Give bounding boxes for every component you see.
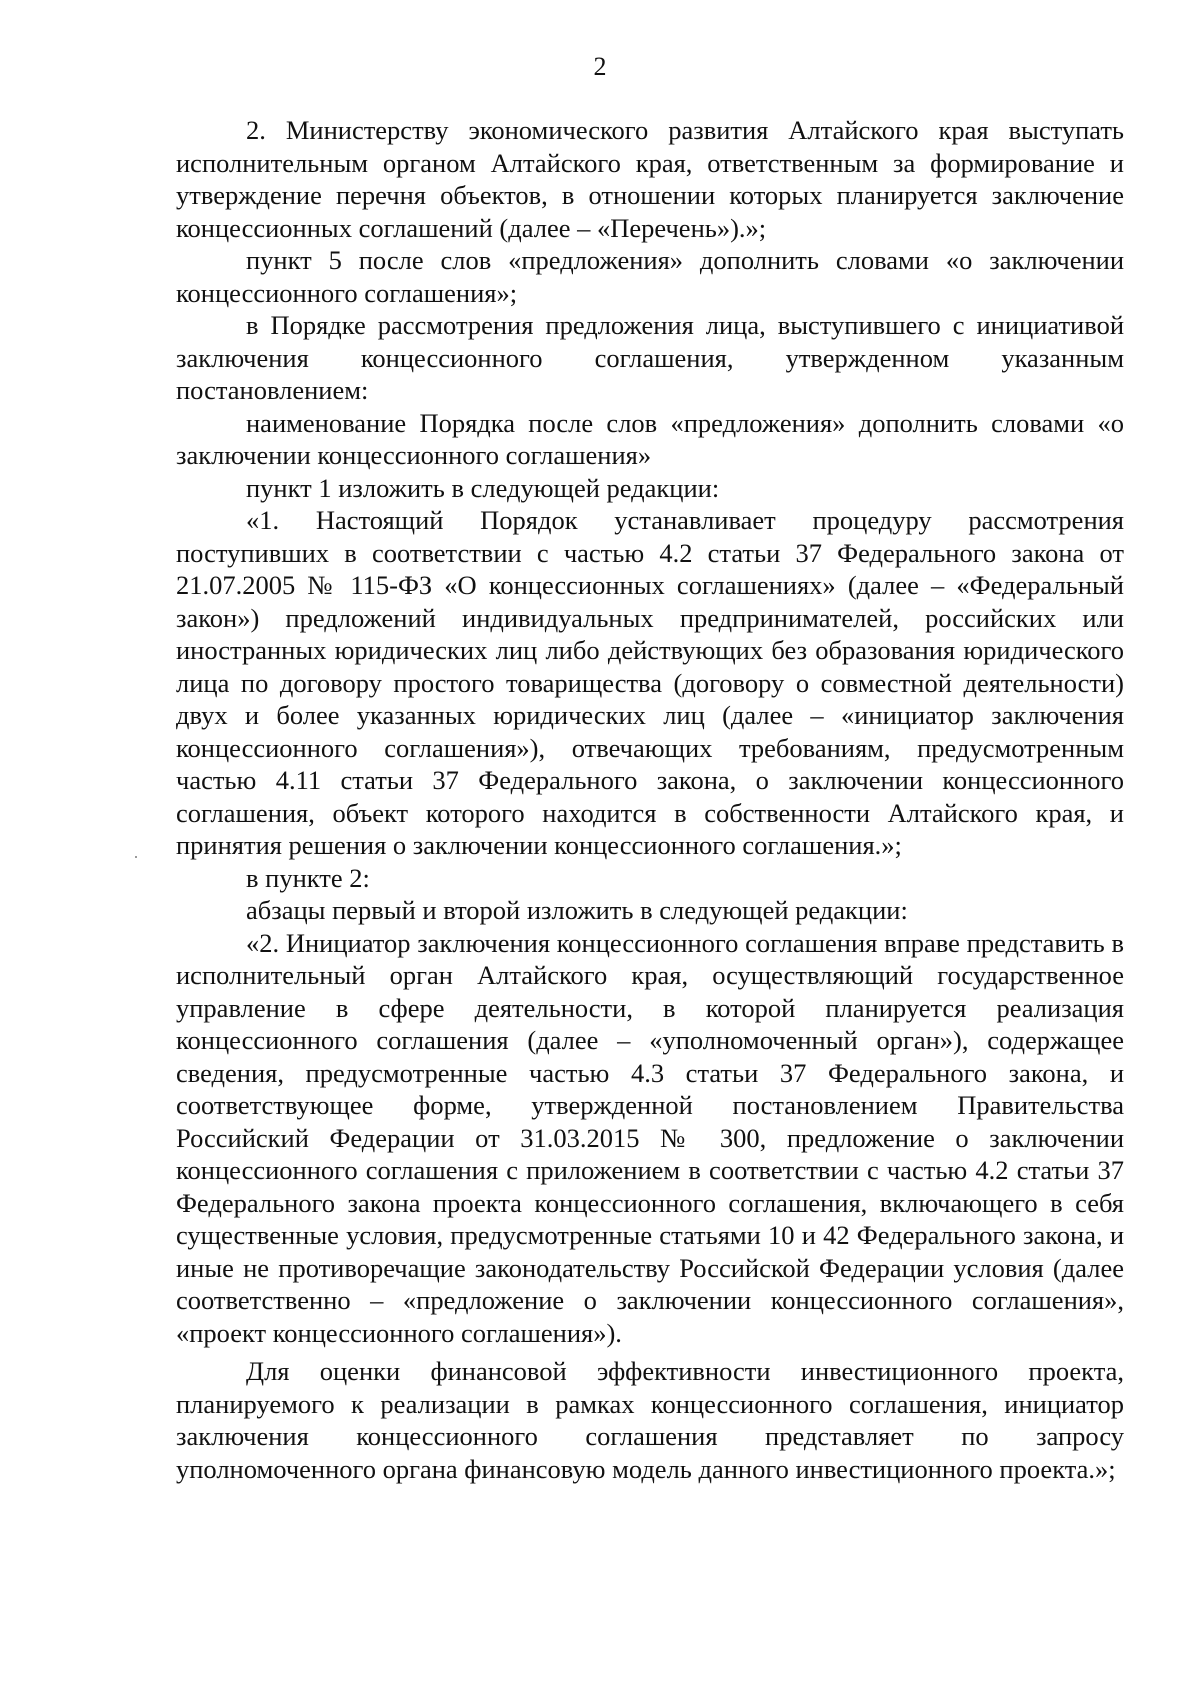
paragraph-procedure-title-amendment: наименование Порядка после слов «предложения» дополнить словами «о заключении концессионного соглашения» — [176, 407, 1124, 470]
paragraph-clause-2-subintro: абзацы первый и второй изложить в следующей редакции: — [246, 895, 908, 925]
paragraph-financial-model: Для оценки финансовой эффективности инвестиционного проекта, планируемого к реализации в рамках концессионного соглашения, инициатор заключения концессионного соглашения представляет по запросу уполномоченного органа финансовую модель данного инвестиционного проекта.»; — [176, 1356, 1124, 1484]
document-body — [176, 114, 1124, 1485]
paragraph-procedure-intro: в Порядке рассмотрения предложения лица, выступившего с инициативой заключения концессионного соглашения, утвержденном указанным постановлением: — [176, 310, 1124, 405]
scan-speck — [135, 856, 137, 858]
paragraph-clause-5-amendment: пункт 5 после слов «предложения» дополнить словами «о заключении концессионного соглашения»; — [176, 245, 1124, 308]
paragraph-clause-1-intro: пункт 1 изложить в следующей редакции: — [246, 472, 720, 503]
paragraph-clause-2-intro: в пункте 2: — [246, 862, 370, 893]
page-number: 2 — [593, 52, 607, 81]
paragraph-ministry-responsibility: 2. Министерству экономического развития Алтайского края выступать исполнительным органом Алтайского края, ответственным за формирование и утверждение перечня объектов, в отношении которых планируется заключение концессионных соглашений (далее – «Перечень»).»; — [176, 115, 1124, 243]
paragraph-clause-2-text: «2. Инициатор заключения концессионного соглашения вправе представить в исполнительный орган Алтайского края, осуществляющий государственное управление в сфере деятельности, в которой планируется реализация концессионного соглашения (далее – «уполномоченный орган»), содержащее сведения, предусмотренные частью 4.3 статьи 37 Федерального закона, и соответствующее форме, утвержденной постановлением Правительства Российский Федерации от 31.03.2015 № 300, предложение о заключении концессионного соглашения с приложением в соответствии с частью 4.2 статьи 37 Федерального закона проекта концессионного соглашения, включающего в себя существенные условия, предусмотренные статьями 10 и 42 Федерального закона, и иные не противоречащие законодательству Российской Федерации условия (далее соответственно – «предложение о заключении концессионного соглашения», «проект концессионного соглашения»). — [176, 927, 1124, 1348]
paragraph-clause-1-text: «1. Настоящий Порядок устанавливает процедуру рассмотрения поступивших в соответствии с частью 4.2 статьи 37 Федерального закона от 21.07.2005 № 115-ФЗ «О концессионных соглашениях» (далее – «Федеральный закон») предложений индивидуальных предпринимателей, российских или иностранных юридических лиц либо действующих без образования юридического лица по договору простого товарищества (договору о совместной деятельности) двух и более указанных юридических лиц (далее – «инициатор заключения концессионного соглашения»), отвечающих требованиям, предусмотренным частью 4.11 статьи 37 Федерального закона, о заключении концессионного соглашения, объект которого находится в собственности Алтайского края, и принятия решения о заключении концессионного соглашения.»; — [176, 505, 1124, 860]
